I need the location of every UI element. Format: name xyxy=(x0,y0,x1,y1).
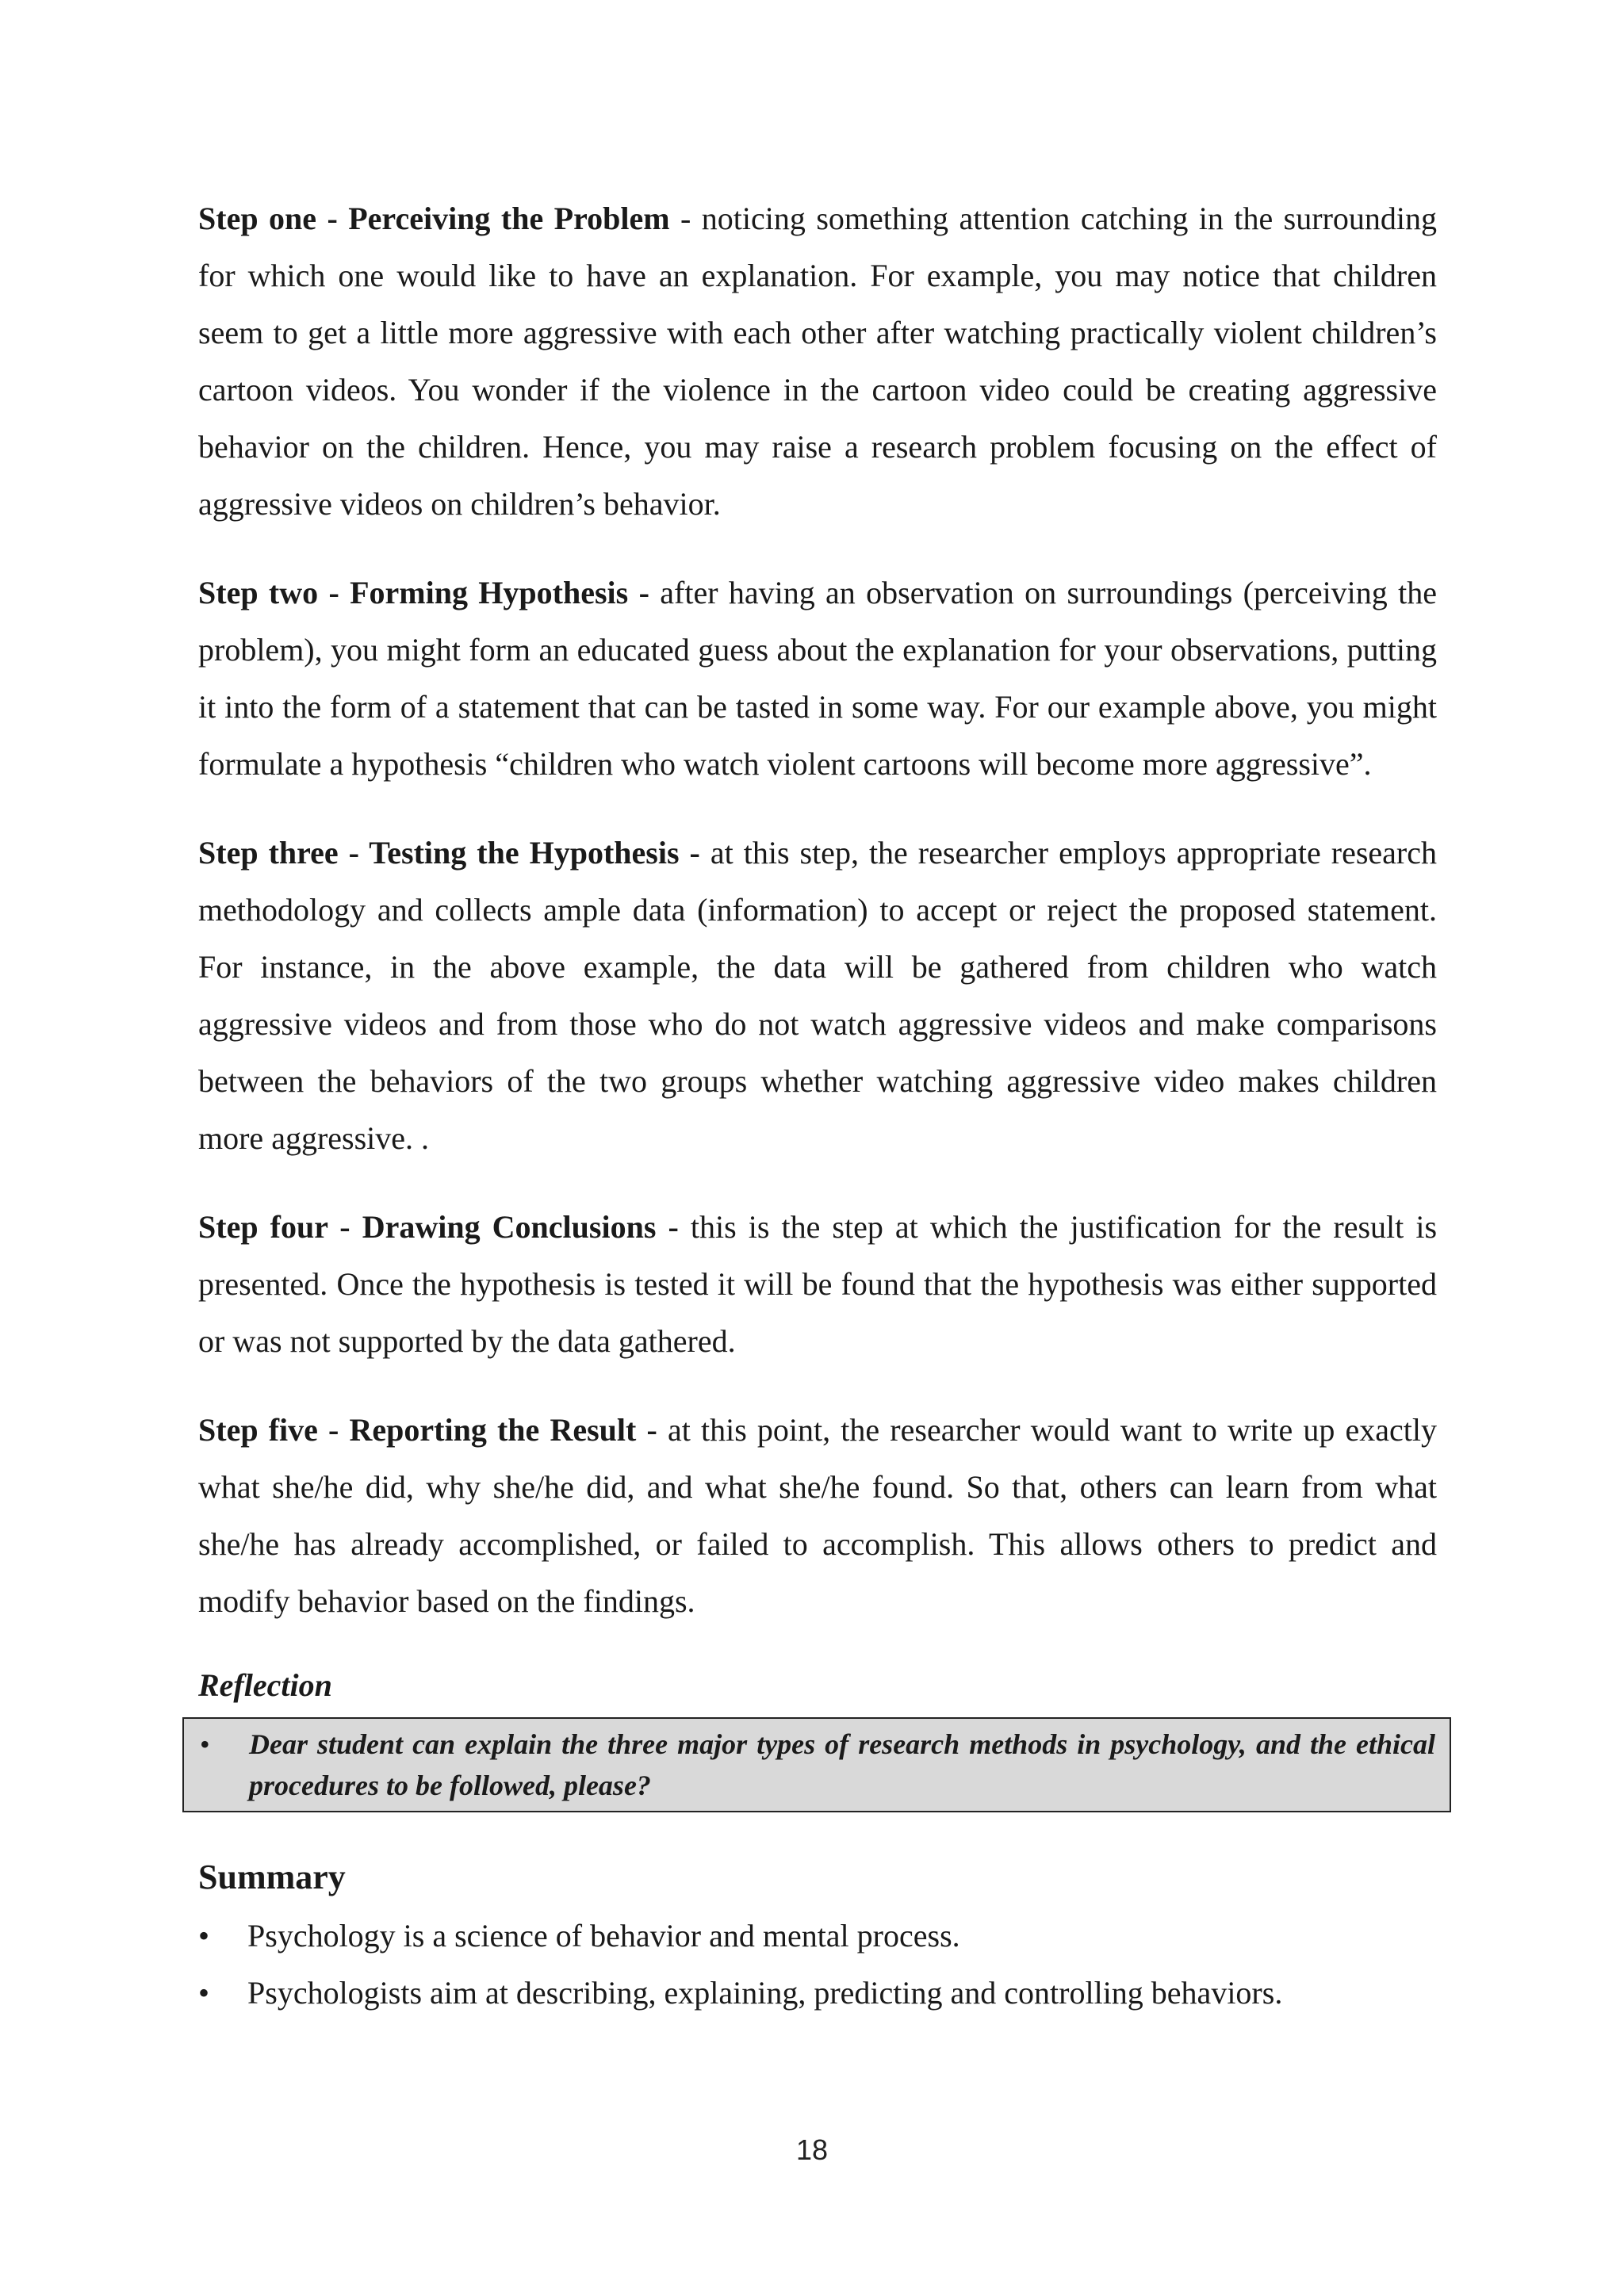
step-five-separator xyxy=(657,1412,668,1448)
step-one-separator: - xyxy=(669,201,702,236)
step-four-paragraph xyxy=(198,1199,1437,1370)
reflection-question: Dear student can explain the three major types of research methods in psychology, and the ethical procedures to be followed, please? xyxy=(249,1728,1435,1801)
step-five-title: Step five - Reporting the Result - xyxy=(198,1412,657,1448)
summary-item xyxy=(198,1965,1437,2022)
step-four-body: this is the step at which the justification for the result is presented. Once the hypothesis is tested it will be found that the hypothesis was either supported or was not supported by the data gathered. xyxy=(198,1209,1438,1359)
summary-item-text: Psychology is a science of behavior and mental process. xyxy=(247,1918,960,1954)
document-page xyxy=(198,190,1437,2022)
step-four-title: Step four - Drawing Conclusions - xyxy=(198,1209,679,1245)
step-three-paragraph xyxy=(198,825,1437,1167)
step-three-separator xyxy=(700,835,710,871)
step-four-separator xyxy=(679,1209,691,1245)
step-five-body: at this point, the researcher would want to write up exactly what she/he did, why she/he did, and what she/he found. So that, others can learn from what she/he has already accomplished, or failed to accomplish. This allows others to predict and modify behavior based on the findings. xyxy=(198,1412,1438,1619)
reflection-heading: Reflection xyxy=(198,1667,332,1703)
step-one-paragraph xyxy=(198,190,1437,533)
summary-heading: Summary xyxy=(198,1858,346,1896)
summary-list xyxy=(198,1908,1437,2022)
summary-bullet-icon: • xyxy=(198,1975,210,2011)
step-two-separator xyxy=(649,575,660,610)
step-two-title: Step two - Forming Hypothesis - xyxy=(198,575,649,610)
step-three-body: at this step, the researcher employs appropriate research methodology and collects ample data (information) to accept or reject the proposed statement. For instance, in the above example, the data will be gathered from children who watch aggressive videos and from those who do not watch aggressive videos and make comparisons between the behaviors of the two groups whether watching aggressive video makes children more aggressive. . xyxy=(198,835,1437,1156)
step-one-title: Step one - Perceiving the Problem xyxy=(198,201,670,236)
step-three-title: Step three - Testing the Hypothesis - xyxy=(198,835,700,871)
reflection-bullet-icon: • xyxy=(200,1728,210,1760)
summary-item xyxy=(198,1908,1437,1965)
reflection-box xyxy=(182,1717,1451,1812)
summary-bullet-icon: • xyxy=(198,1918,210,1954)
summary-item-text: Psychologists aim at describing, explaining, predicting and controlling behaviors. xyxy=(247,1975,1283,2011)
page-number: 18 xyxy=(795,2133,829,2166)
step-one-body: noticing something attention catching in the surrounding for which one would like to have an explanation. For example, you may notice that children seem to get a little more aggressive with each other after watching practically violent children’s cartoon videos. You wonder if the violence in the cartoon video could be creating aggressive behavior on the children. Hence, you may raise a research problem focusing on the effect of aggressive videos on children’s behavior. xyxy=(198,201,1437,522)
step-two-paragraph xyxy=(198,564,1437,793)
step-five-paragraph xyxy=(198,1402,1437,1630)
step-two-body: after having an observation on surroundings (perceiving the problem), you might form an educated guess about the explanation for your observations, putting it into the form of a statement that can be tasted in some way. For our example above, you might formulate a hypothesis “children who watch violent cartoons will become more aggressive”. xyxy=(198,575,1438,782)
